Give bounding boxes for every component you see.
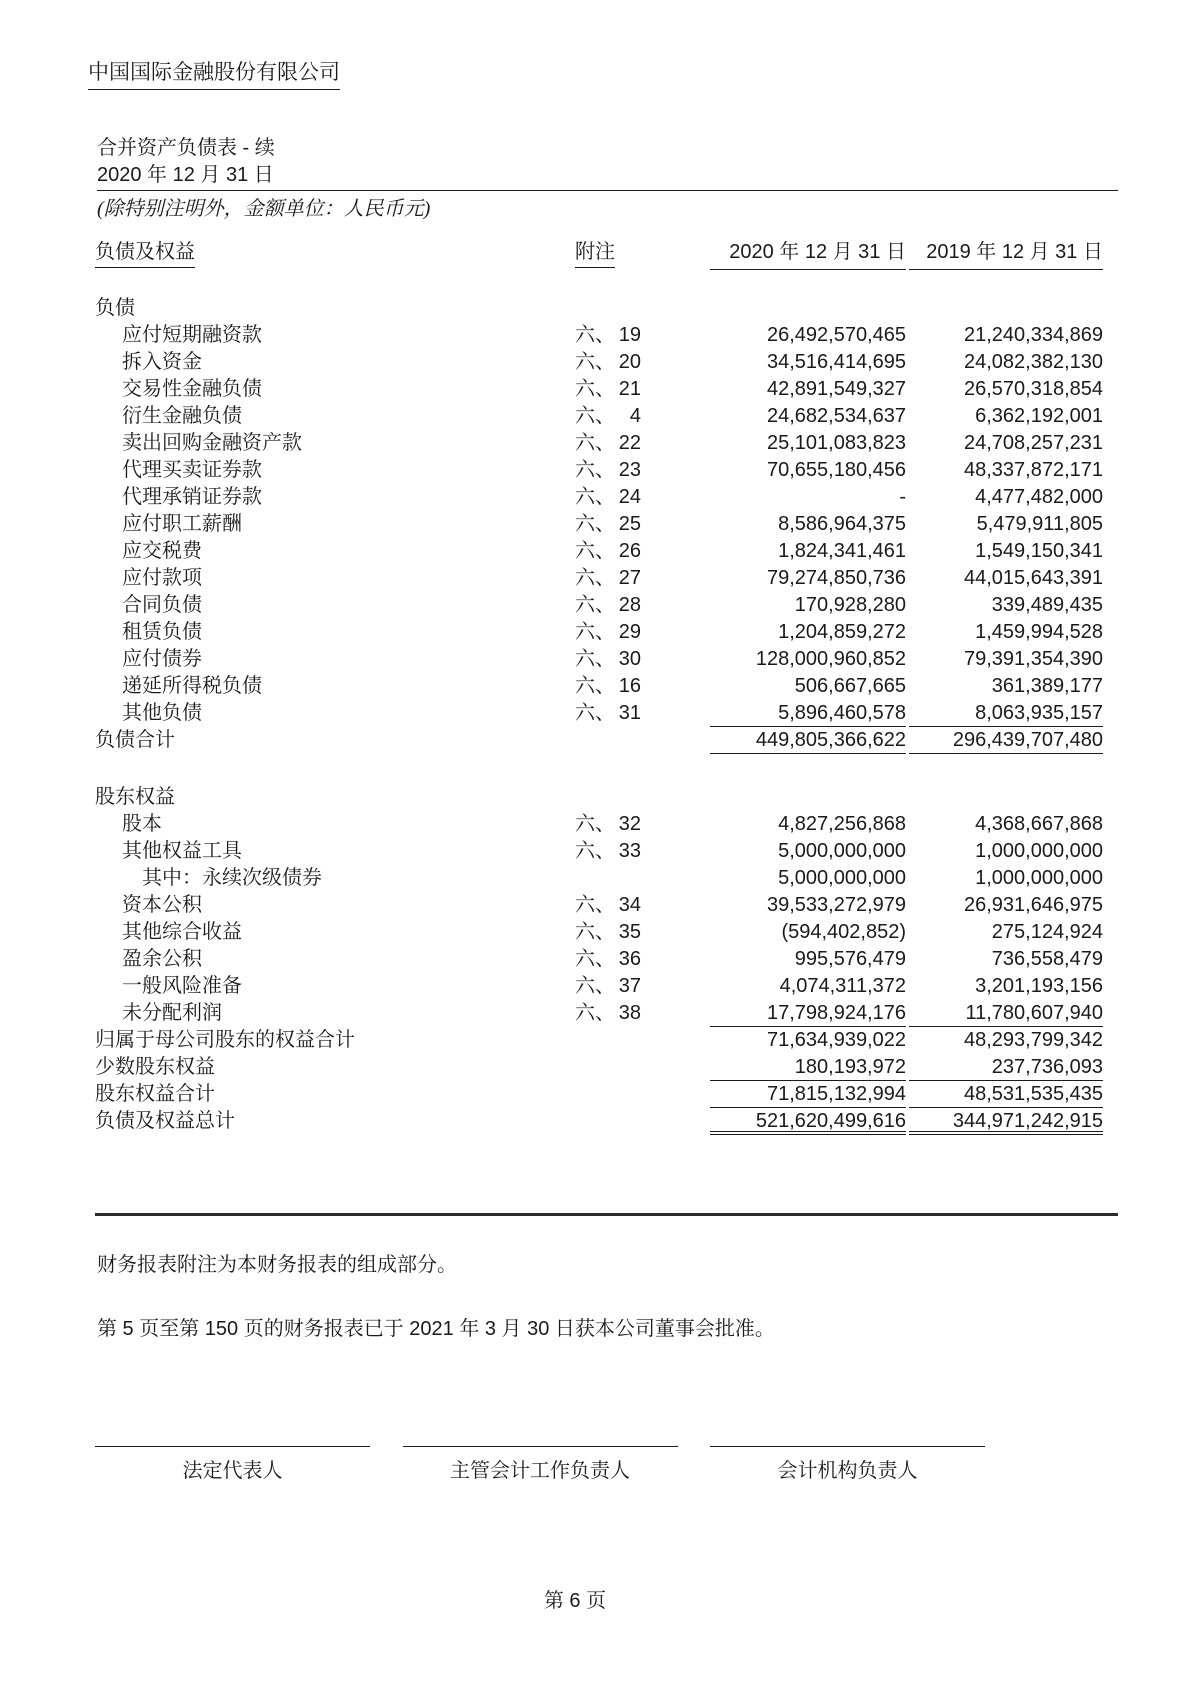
note-prefix: 六、 [575,378,615,400]
signature-row [95,1446,985,1483]
note-number: 35 [618,921,641,943]
table-row [95,349,1103,376]
table-row [95,538,1103,565]
note-number: 31 [618,702,641,724]
row-note [575,457,710,484]
row-value-2020: (594,402,852) [781,921,906,943]
row-value-2019: 24,082,382,130 [963,351,1103,373]
note-text [575,619,641,646]
note-prefix: 六、 [575,702,615,724]
row-value-2019: 1,000,000,000 [975,867,1103,889]
row-value-2019: 44,015,643,391 [963,567,1103,589]
row-label: 股东权益合计 [95,1083,215,1105]
note-prefix: 六、 [575,351,615,373]
row-label: 负债合计 [95,729,175,751]
note-number: 28 [618,594,641,616]
row-value-2020: 1,824,341,461 [778,540,906,562]
table-row [95,1108,1103,1135]
note-text [575,838,641,865]
note-text [575,538,641,565]
note-prefix: 六、 [575,567,615,589]
row-label: 代理买卖证券款 [122,459,262,481]
row-value-2020: 180,193,972 [710,1054,906,1081]
table-row [95,673,1103,700]
note-prefix: 六、 [575,594,615,616]
note-number: 21 [618,378,641,400]
report-title: 合并资产负债表 - 续 [97,137,275,159]
note-number: 37 [618,975,641,997]
row-note [575,1081,710,1108]
row-value-2019: 48,531,535,435 [909,1081,1103,1108]
row-value-2019: 8,063,935,157 [909,700,1103,727]
table-row [95,784,1103,811]
note-text [575,376,641,403]
note-number: 38 [618,1002,641,1024]
note-prefix: 六、 [575,648,615,670]
row-value-2020: 1,204,859,272 [778,621,906,643]
note-number: 29 [618,621,641,643]
row-label: 合同负债 [122,594,202,616]
row-note [575,1054,710,1081]
note-text [575,646,641,673]
note-text [575,565,641,592]
table-row [95,565,1103,592]
header-2019: 2019 年 12 月 31 日 [909,240,1103,270]
row-value-2020: 449,805,366,622 [710,727,906,754]
row-label: 其他综合收益 [122,921,242,943]
row-value-2020: 4,074,311,372 [779,975,906,997]
table-row [95,295,1103,322]
row-label: 代理承销证券款 [122,486,262,508]
row-note [575,322,710,349]
row-value-2019 [909,295,1103,322]
row-note [575,592,710,619]
table-row [95,919,1103,946]
note-text [575,946,641,973]
note-number: 26 [618,540,641,562]
table-row [95,376,1103,403]
row-label: 其他负债 [122,702,202,724]
note-text [575,511,641,538]
note-text [575,403,641,430]
row-label: 卖出回购金融资产款 [122,432,302,454]
table-row [95,1027,1103,1054]
row-value-2019: 79,391,354,390 [963,648,1103,670]
row-note [575,838,710,865]
signature-head-of-accounting-dept: 会计机构负责人 [710,1446,985,1483]
note-number: 25 [618,513,641,535]
row-label: 少数股东权益 [95,1056,215,1078]
note-text [575,349,641,376]
row-value-2019: 344,971,242,915 [909,1108,1103,1135]
table-row [95,973,1103,1000]
balance-sheet-table [95,240,1103,1135]
row-value-2019: 1,549,150,341 [975,540,1103,562]
note-prefix: 六、 [575,540,615,562]
row-value-2019 [909,784,1103,811]
row-value-2020: 5,000,000,000 [778,840,906,862]
row-note [575,349,710,376]
row-note [575,673,710,700]
note-number: 23 [618,459,641,481]
table-row [95,430,1103,457]
note-number: 36 [618,948,641,970]
row-note [575,865,710,892]
row-value-2020: 170,928,280 [794,594,906,616]
row-value-2019: 26,570,318,854 [963,378,1103,400]
row-note [575,811,710,838]
note-number: 20 [618,351,641,373]
row-label: 拆入资金 [122,351,202,373]
row-value-2020: 25,101,083,823 [766,432,906,454]
note-text [575,1000,641,1027]
row-value-2020: 128,000,960,852 [755,648,906,670]
table-row [95,322,1103,349]
row-value-2019: 3,201,193,156 [975,975,1103,997]
currency-note: (除特别注明外，金额单位：人民币元) [97,198,431,220]
report-date: 2020 年 12 月 31 日 [97,162,1118,191]
footnote-notes-part: 财务报表附注为本财务报表的组成部分。 [97,1254,457,1276]
note-text [575,322,641,349]
row-note [575,919,710,946]
note-text [575,457,641,484]
row-value-2020: 24,682,534,637 [766,405,906,427]
row-value-2019: 736,558,479 [991,948,1103,970]
table-row [95,865,1103,892]
note-prefix: 六、 [575,405,615,427]
row-note [575,700,710,727]
note-number: 34 [618,894,641,916]
row-label: 股本 [122,813,162,835]
row-label: 衍生金融负债 [122,405,242,427]
footnote-approval: 第 5 页至第 150 页的财务报表已于 2021 年 3 月 30 日获本公司董事会批准。 [97,1318,775,1340]
note-number: 24 [618,486,641,508]
row-value-2020: 8,586,964,375 [778,513,906,535]
row-note [575,973,710,1000]
note-text [575,811,641,838]
row-note [575,538,710,565]
note-text [575,892,641,919]
row-value-2019: 21,240,334,869 [963,324,1103,346]
note-prefix: 六、 [575,513,615,535]
row-value-2020: 506,667,665 [794,675,906,697]
note-prefix: 六、 [575,675,615,697]
header-items: 负债及权益 [95,240,575,270]
note-text [575,430,641,457]
row-value-2020: 995,576,479 [794,948,906,970]
table-row [95,1054,1103,1081]
note-number: 22 [618,432,641,454]
note-prefix: 六、 [575,432,615,454]
header-2020: 2020 年 12 月 31 日 [710,240,906,270]
row-value-2020: 5,896,460,578 [710,700,906,727]
note-prefix: 六、 [575,813,615,835]
row-value-2019: 26,931,646,975 [963,894,1103,916]
note-number: 19 [618,324,641,346]
row-note [575,646,710,673]
signature-chief-accounting-officer: 主管会计工作负责人 [403,1446,678,1483]
header-note: 附注 [575,240,710,270]
row-value-2020: 42,891,549,327 [766,378,906,400]
table-row [95,946,1103,973]
row-value-2020: 4,827,256,868 [778,813,906,835]
page-number: 第 6 页 [543,1590,607,1612]
row-label: 资本公积 [122,894,202,916]
row-value-2020: 70,655,180,456 [766,459,906,481]
note-number: 30 [618,648,641,670]
table-row [95,646,1103,673]
note-prefix: 六、 [575,894,615,916]
row-note [575,784,710,811]
row-value-2020: - [899,486,906,508]
row-label: 负债 [95,297,135,319]
table-row [95,1000,1103,1027]
balance-table-body [95,270,1103,1135]
row-label: 盈余公积 [122,948,202,970]
table-row [95,811,1103,838]
note-prefix: 六、 [575,975,615,997]
note-text [575,592,641,619]
note-text [575,973,641,1000]
report-title-block [97,134,1118,222]
table-row [95,838,1103,865]
row-value-2019: 339,489,435 [991,594,1103,616]
note-text [575,673,641,700]
row-value-2020: 71,815,132,994 [710,1081,906,1108]
row-note [575,892,710,919]
row-note [575,295,710,322]
table-row [95,754,1103,784]
row-note [575,511,710,538]
row-note [575,1000,710,1027]
signature-legal-representative: 法定代表人 [95,1446,370,1483]
note-prefix: 六、 [575,486,615,508]
table-row [95,403,1103,430]
row-label: 归属于母公司股东的权益合计 [95,1029,355,1051]
row-note [575,484,710,511]
note-number: 27 [618,567,641,589]
row-value-2020: 26,492,570,465 [766,324,906,346]
row-value-2019: 4,368,667,868 [975,813,1103,835]
row-value-2020: 34,516,414,695 [766,351,906,373]
row-label: 租赁负债 [122,621,202,643]
note-prefix: 六、 [575,459,615,481]
row-note [575,565,710,592]
row-value-2019: 1,459,994,528 [975,621,1103,643]
row-label: 股东权益 [95,786,175,808]
note-text [575,700,641,727]
row-label: 未分配利润 [122,1002,222,1024]
row-label: 递延所得税负债 [122,675,262,697]
table-bottom-rule [95,1213,1118,1216]
row-note [575,1027,710,1054]
note-number: 33 [618,840,641,862]
note-text [575,484,641,511]
table-row [95,270,1103,295]
note-prefix: 六、 [575,948,615,970]
row-note [575,1108,710,1135]
row-value-2019: 4,477,482,000 [975,486,1103,508]
table-row [95,592,1103,619]
row-value-2020 [710,784,906,811]
row-value-2020: 79,274,850,736 [766,567,906,589]
note-prefix: 六、 [575,840,615,862]
table-row [95,511,1103,538]
row-label: 一般风险准备 [122,975,242,997]
row-value-2019: 5,479,911,805 [976,513,1103,535]
row-label: 应付款项 [122,567,202,589]
note-number: 32 [618,813,641,835]
row-value-2020: 5,000,000,000 [778,867,906,889]
table-row [95,457,1103,484]
table-header-row [95,240,1103,270]
row-note [575,619,710,646]
row-note [575,376,710,403]
row-value-2019: 275,124,924 [991,921,1103,943]
row-value-2019: 11,780,607,940 [909,1000,1103,1027]
row-note [575,727,710,754]
note-number: 4 [629,405,641,427]
row-label: 负债及权益总计 [95,1110,235,1132]
table-row [95,727,1103,754]
row-value-2019: 296,439,707,480 [909,727,1103,754]
row-label: 应付债券 [122,648,202,670]
row-value-2020: 39,533,272,979 [766,894,906,916]
row-note [575,430,710,457]
row-label: 应付短期融资款 [122,324,262,346]
note-number: 16 [618,675,641,697]
row-value-2019: 361,389,177 [991,675,1103,697]
company-name: 中国国际金融股份有限公司 [88,60,340,90]
note-text [575,919,641,946]
row-value-2019: 24,708,257,231 [963,432,1103,454]
row-value-2020: 17,798,924,176 [710,1000,906,1027]
row-value-2019: 48,293,799,342 [963,1029,1103,1051]
row-label: 应付职工薪酬 [122,513,242,535]
row-value-2020: 71,634,939,022 [766,1029,906,1051]
note-prefix: 六、 [575,621,615,643]
row-label: 应交税费 [122,540,202,562]
row-label: 其中：永续次级债券 [142,867,322,889]
row-label: 交易性金融负债 [122,378,262,400]
row-note [575,946,710,973]
note-prefix: 六、 [575,1002,615,1024]
table-row [95,892,1103,919]
note-prefix: 六、 [575,324,615,346]
row-value-2019: 1,000,000,000 [975,840,1103,862]
row-value-2019: 6,362,192,001 [975,405,1103,427]
note-prefix: 六、 [575,921,615,943]
row-note [575,403,710,430]
row-value-2020: 521,620,499,616 [710,1108,906,1135]
table-row [95,1081,1103,1108]
row-label: 其他权益工具 [122,840,242,862]
row-value-2019: 237,736,093 [909,1054,1103,1081]
table-row [95,619,1103,646]
table-row [95,484,1103,511]
row-value-2019: 48,337,872,171 [963,459,1103,481]
table-row [95,700,1103,727]
row-value-2020 [710,295,906,322]
